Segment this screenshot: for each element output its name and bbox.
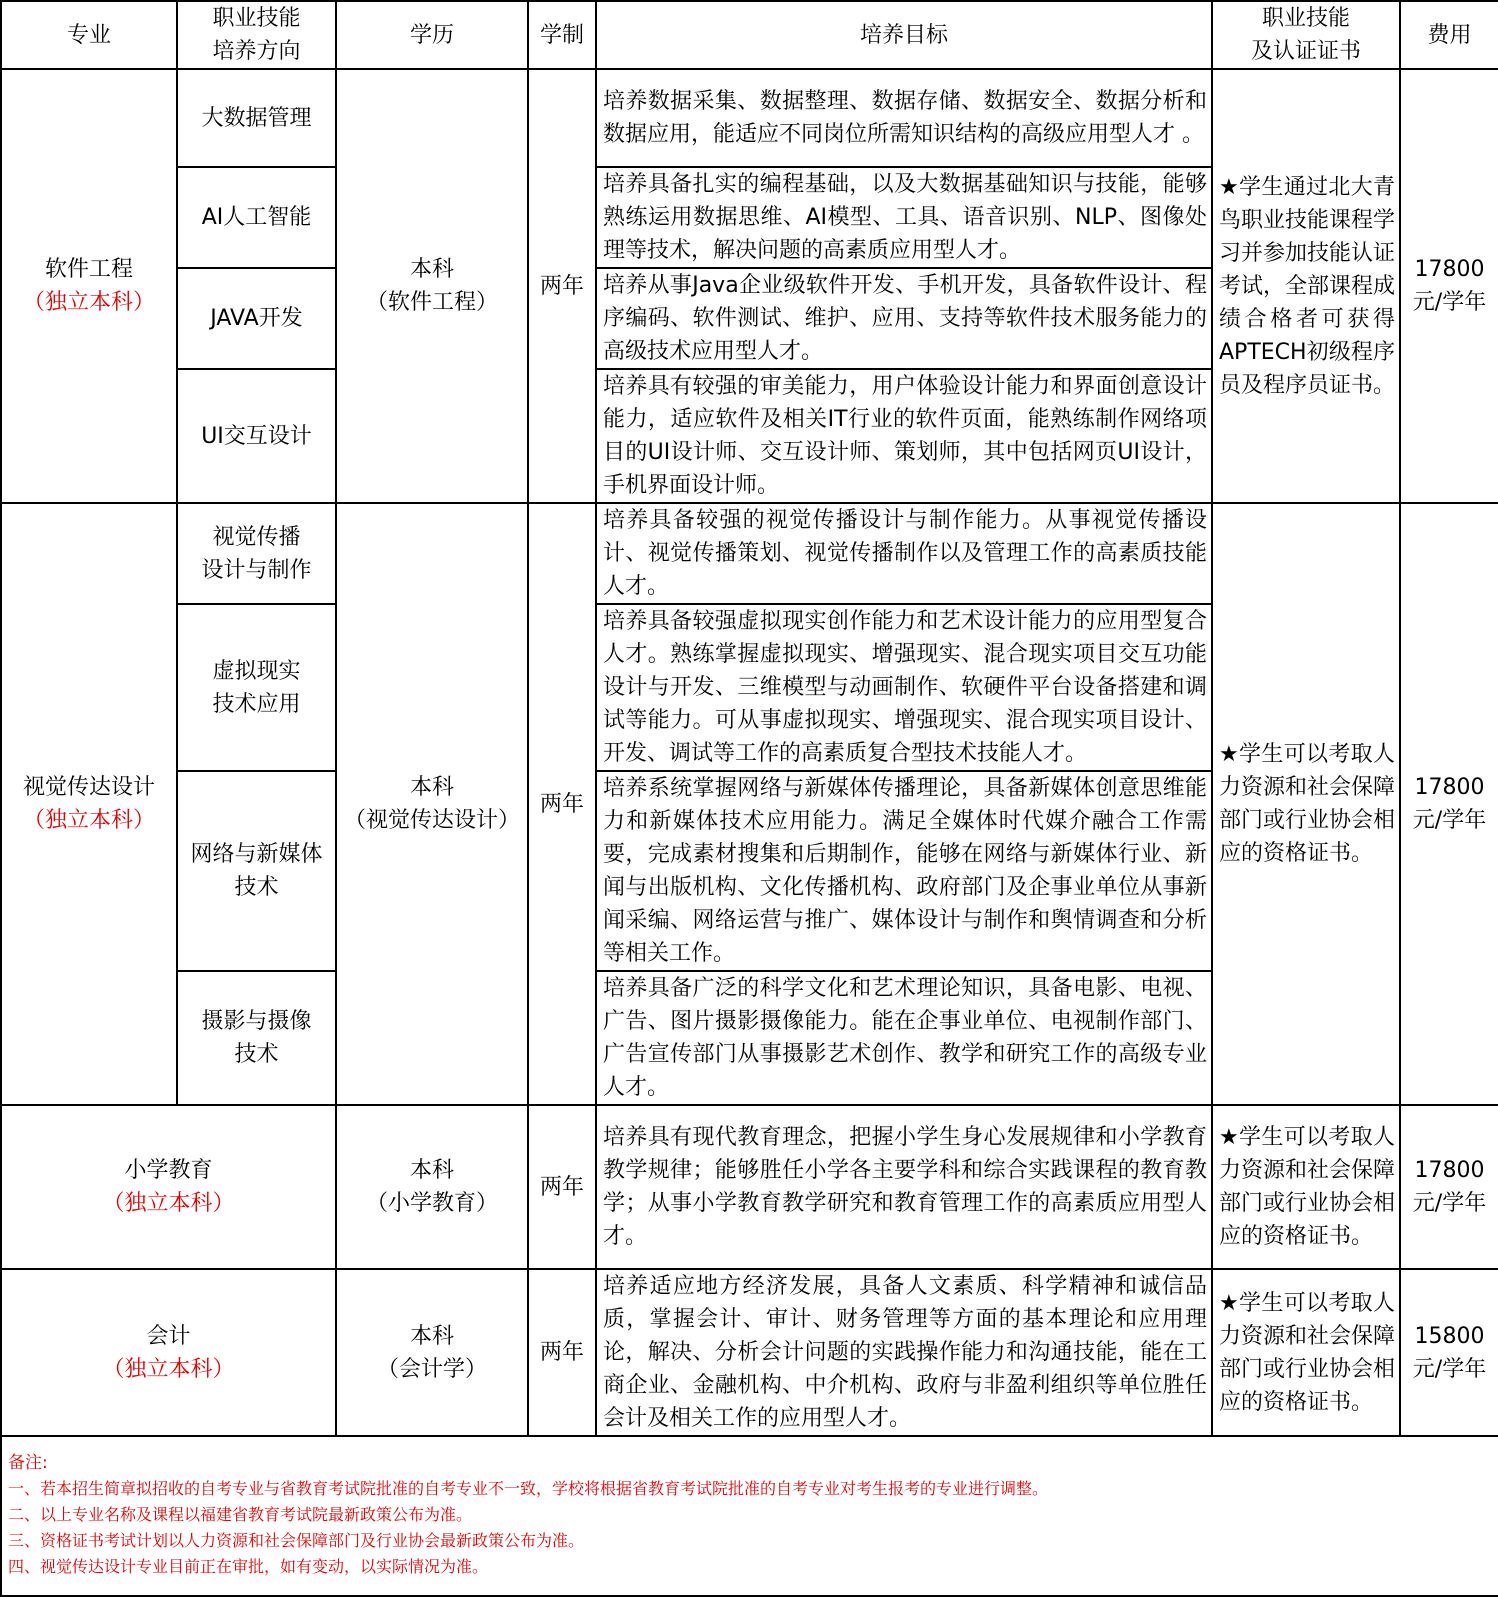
major-tag: （独立本科） [102, 1191, 235, 1216]
major-cell [1, 69, 177, 503]
degree-name: 本科 [409, 257, 454, 282]
goal-cell: 培养适应地方经济发展，具备人文素质、科学精神和诚信品质，掌握会计、审计、财务管理等方面的基本理论和应用理论，解决、分析会计问题的实践操作能力和沟通技能，能在工商企业、金融机构、中介机构、政府与非盈利组织等单位胜任会计及相关工作的应用型人才。 [596, 1269, 1212, 1436]
notes-cell [1, 1436, 1498, 1596]
header-major: 专业 [1, 1, 177, 69]
goal-cell: 培养从事Java企业级软件开发、手机开发，具备软件设计、程序编码、软件测试、维护、应用、支持等软件技术服务能力的高级技术应用型人才。 [596, 268, 1212, 369]
major-cell [1, 1105, 336, 1269]
cert-cell: ★学生可以考取人力资源和社会保障部门或行业协会相应的资格证书。 [1212, 503, 1400, 1105]
duration-cell: 两年 [528, 69, 596, 503]
header-row [1, 1, 1498, 69]
major-tag: （独立本科） [22, 290, 155, 315]
note-item: 二、以上专业名称及课程以福建省教育考试院最新政策公布为准。 [8, 1505, 473, 1524]
goal-cell: 培养具备广泛的科学文化和艺术理论知识，具备电影、电视、广告、图片摄影摄像能力。能在企事业单位、电视制作部门、广告宣传部门从事摄影艺术创作、教学和研究工作的高级专业人才。 [596, 971, 1212, 1105]
degree-cell [336, 503, 528, 1105]
major-tag: （独立本科） [102, 1356, 235, 1382]
notes-row [1, 1436, 1498, 1596]
major-cell [1, 1269, 336, 1436]
header-direction-line1: 职业技能 [212, 6, 301, 31]
major-name: 视觉传达设计 [22, 775, 155, 800]
header-direction-line2: 培养方向 [212, 39, 301, 64]
degree-sub: （小学教育） [365, 1191, 498, 1216]
table-row [1, 1269, 1498, 1436]
header-cert-line1: 职业技能 [1261, 6, 1350, 31]
header-goal: 培养目标 [596, 1, 1212, 69]
direction-cell: 大数据管理 [177, 69, 336, 167]
duration-cell: 两年 [528, 1269, 596, 1436]
direction-line2: 设计与制作 [201, 557, 312, 583]
degree-cell [336, 1105, 528, 1269]
table-row [1, 1105, 1498, 1269]
table-row [1, 503, 1498, 604]
fee-cell: 17800元/学年 [1400, 503, 1498, 1105]
degree-cell [336, 1269, 528, 1436]
table-row [1, 69, 1498, 167]
fee-cell: 17800元/学年 [1400, 69, 1498, 503]
direction-cell [177, 771, 336, 971]
goal-cell: 培养具备扎实的编程基础，以及大数据基础知识与技能，能够熟练运用数据思维、AI模型、工具、语音识别、NLP、图像处理等技术，解决问题的高素质应用型人才。 [596, 167, 1212, 268]
header-cert [1212, 1, 1400, 69]
note-item: 四、视觉传达设计专业目前正在审批，如有变动，以实际情况为准。 [8, 1557, 489, 1576]
goal-cell: 培养数据采集、数据整理、数据存储、数据安全、数据分析和数据应用，能适应不同岗位所需知识结构的高级应用型人才 。 [596, 69, 1212, 167]
direction-cell [177, 604, 336, 771]
header-degree: 学历 [336, 1, 528, 69]
cert-cell: ★学生可以考取人力资源和社会保障部门或行业协会相应的资格证书。 [1212, 1269, 1400, 1436]
direction-line2: 技术 [234, 875, 279, 900]
major-tag: （独立本科） [22, 808, 155, 833]
direction-line1: 虚拟现实 [212, 658, 301, 684]
direction-cell [177, 971, 336, 1105]
major-name: 小学教育 [124, 1158, 213, 1183]
header-duration: 学制 [528, 1, 596, 69]
direction-cell: JAVA开发 [177, 268, 336, 369]
direction-cell: AI人工智能 [177, 167, 336, 268]
cert-cell: ★学生通过北大青鸟职业技能课程学习并参加技能认证考试，全部课程成绩合格者可获得APTECH初级程序员及程序员证书。 [1212, 69, 1400, 503]
degree-name: 本科 [409, 1158, 454, 1183]
goal-cell: 培养具有现代教育理念，把握小学生身心发展规律和小学教育教学规律；能够胜任小学各主要学科和综合实践课程的教育教学；从事小学教育教学研究和教育管理工作的高素质应用型人才。 [596, 1105, 1212, 1269]
degree-sub: （软件工程） [365, 290, 498, 315]
cert-cell: ★学生可以考取人力资源和社会保障部门或行业协会相应的资格证书。 [1212, 1105, 1400, 1269]
header-direction [177, 1, 336, 69]
goal-cell: 培养具有较强的审美能力，用户体验设计能力和界面创意设计能力，适应软件及相关IT行业的软件页面，能熟练制作网络项目的UI设计师、交互设计师、策划师，其中包括网页UI设计，手机界面设计师。 [596, 369, 1212, 503]
degree-name: 本科 [409, 775, 454, 800]
direction-line2: 技术应用 [212, 691, 301, 717]
note-item: 一、若本招生简章拟招收的自考专业与省教育考试院批准的自考专业不一致，学校将根据省教育考试院批准的自考专业对考生报考的专业进行调整。 [8, 1479, 1049, 1498]
direction-line1: 摄影与摄像 [201, 1009, 312, 1034]
fee-cell: 15800元/学年 [1400, 1269, 1498, 1436]
direction-cell [177, 503, 336, 604]
duration-cell: 两年 [528, 1105, 596, 1269]
goal-cell: 培养系统掌握网络与新媒体传播理论，具备新媒体创意思维能力和新媒体技术应用能力。满足全媒体时代媒介融合工作需要，完成素材搜集和后期制作，能够在网络与新媒体行业、新闻与出版机构、文化传播机构、政府部门及企事业单位从事新闻采编、网络运营与推广、媒体设计与制作和舆情调查和分析等相关工作。 [596, 771, 1212, 971]
major-cell [1, 503, 177, 1105]
duration-cell: 两年 [528, 503, 596, 1105]
direction-line1: 视觉传播 [212, 524, 301, 550]
goal-cell: 培养具备较强虚拟现实创作能力和艺术设计能力的应用型复合人才。熟练掌握虚拟现实、增强现实、混合现实项目交互功能设计与开发、三维模型与动画制作、软硬件平台设备搭建和调试等能力。可从事虚拟现实、增强现实、混合现实项目设计、开发、调试等工作的高素质复合型技术技能人才。 [596, 604, 1212, 771]
degree-name: 本科 [409, 1323, 454, 1349]
goal-cell: 培养具备较强的视觉传播设计与制作能力。从事视觉传播设计、视觉传播策划、视觉传播制作以及管理工作的高素质技能人才。 [596, 503, 1212, 604]
major-name: 会计 [146, 1323, 191, 1349]
degree-cell [336, 69, 528, 503]
notes-title: 备注: [8, 1453, 48, 1473]
direction-cell: UI交互设计 [177, 369, 336, 503]
header-fee: 费用 [1400, 1, 1498, 69]
header-cert-line2: 及认证证书 [1250, 39, 1361, 64]
fee-cell: 17800元/学年 [1400, 1105, 1498, 1269]
direction-line2: 技术 [234, 1042, 279, 1067]
degree-sub: （会计学） [376, 1356, 487, 1382]
direction-line1: 网络与新媒体 [190, 842, 323, 867]
major-name: 软件工程 [44, 257, 133, 282]
degree-sub: （视觉传达设计） [343, 808, 520, 833]
note-item: 三、资格证书考试计划以人力资源和社会保障部门及行业协会最新政策公布为准。 [8, 1531, 585, 1550]
